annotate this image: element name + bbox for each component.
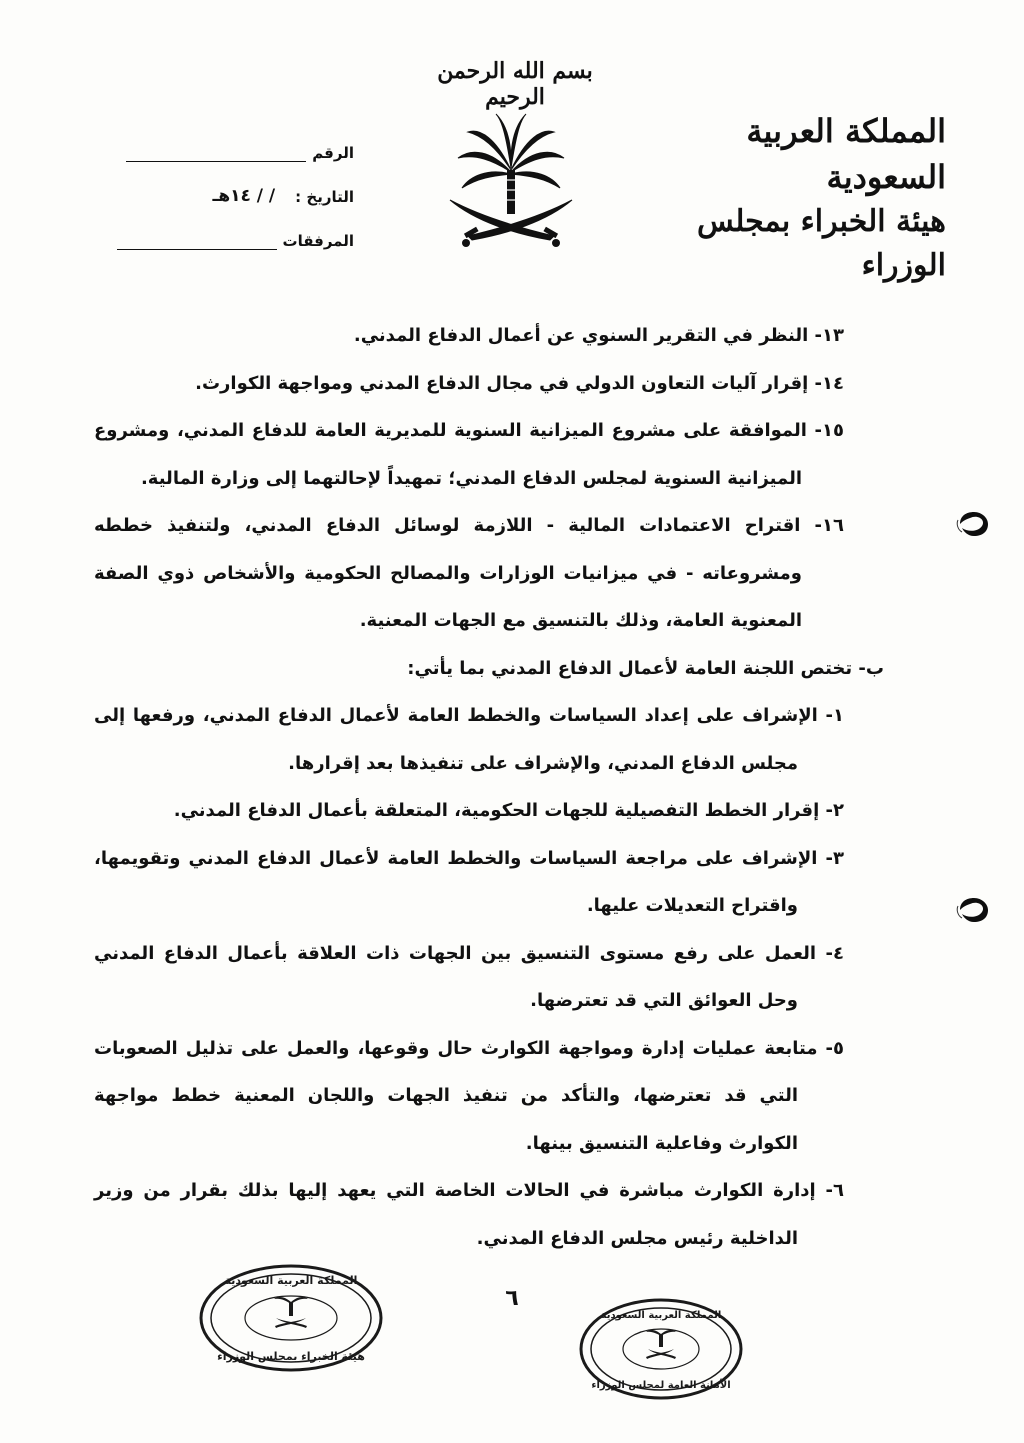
reference-number-field [64, 118, 354, 162]
stamp-right-outer-text: المملكة العربية السعودية [600, 1310, 722, 1321]
punch-hole-icon [952, 892, 992, 932]
document-body [94, 312, 884, 1262]
official-stamp-left [196, 1262, 386, 1378]
list-item: ١٥- الموافقة على مشروع الميزانية السنوية للمديرية العامة للدفاع المدني، ومشروع الميزانية السنوية لمجلس الدفاع المدني؛ تمهيداً لإحالتهما إلى وزارة المالية. [94, 420, 844, 489]
page-number: ٦ [505, 1286, 519, 1311]
organization-line-2: هيئة الخبراء بمجلس الوزراء [696, 204, 946, 283]
reference-number-line [126, 147, 306, 162]
attachments-line [117, 235, 277, 250]
basmala: بسم الله الرحمن الرحيم [437, 58, 593, 110]
reference-number-label: الرقم [312, 144, 354, 162]
stamp-left-outer-text: المملكة العربية السعودية [224, 1274, 358, 1287]
date-value: / / ١٤هـ [212, 186, 276, 206]
attachments-field [64, 206, 354, 250]
list-item: ٦- إدارة الكوارث مباشرة في الحالات الخاصة التي يعهد إليها بذلك بقرار من وزير الداخلية رئيس مجلس الدفاع المدني. [94, 1180, 844, 1249]
list-item: ١- الإشراف على إعداد السياسات والخطط العامة لأعمال الدفاع المدني، ورفعها إلى مجلس الدفاع المدني، والإشراف على تنفيذها بعد إقرارها. [94, 705, 844, 774]
list-item: ١٦- اقتراح الاعتمادات المالية - اللازمة لوسائل الدفاع المدني، ولتنفيذ خططه ومشروعاته - في ميزانيات الوزارات والمصالح الحكومية والأشخاص ذوي الصفة المعنوية العامة، وذلك بالتنسيق مع الجهات المعنية. [94, 515, 844, 631]
date-label: التاريخ [306, 188, 354, 206]
official-stamp-right [576, 1296, 746, 1406]
list-item: ٣- الإشراف على مراجعة السياسات والخطط العامة لأعمال الدفاع المدني وتقويمها، واقتراح التعديلات عليها. [94, 847, 844, 916]
stamp-left-inner-text: هيئة الخبراء بمجلس الوزراء [217, 1350, 365, 1363]
section-heading-b: ب- تختص اللجنة العامة لأعمال الدفاع المدني بما يأتي: [407, 657, 884, 679]
reference-fields [64, 118, 354, 250]
list-item: ١٤- إقرار آليات التعاون الدولي في مجال الدفاع المدني ومواجهة الكوارث. [195, 372, 844, 394]
palm-swords-emblem-icon [446, 110, 576, 250]
attachments-label: المرفقات [282, 232, 354, 250]
list-item: ٤- العمل على رفع مستوى التنسيق بين الجهات ذات العلاقة بأعمال الدفاع المدني وحل العوائق التي قد تعترضها. [94, 942, 844, 1011]
organization-line-1: المملكة العربية السعودية [746, 112, 946, 196]
list-item: ١٣- النظر في التقرير السنوي عن أعمال الدفاع المدني. [353, 325, 844, 346]
punch-hole-icon [952, 506, 992, 546]
list-item: ٥- متابعة عمليات إدارة ومواجهة الكوارث حال وقوعها، والعمل على تذليل الصعوبات التي قد تعترضها، والتأكد من تنفيذ الجهات واللجان المعنية خطط مواجهة الكوارث وفاعلية التنسيق بينها. [94, 1037, 844, 1154]
date-field: التاريخ : / / ١٤هـ [212, 186, 354, 206]
stamp-right-inner-text: الأمانة العامة لمجلس الوزراء [591, 1380, 731, 1391]
organization-header [616, 108, 946, 288]
list-item: ٢- إقرار الخطط التفصيلية للجهات الحكومية، المتعلقة بأعمال الدفاع المدني. [173, 800, 844, 821]
